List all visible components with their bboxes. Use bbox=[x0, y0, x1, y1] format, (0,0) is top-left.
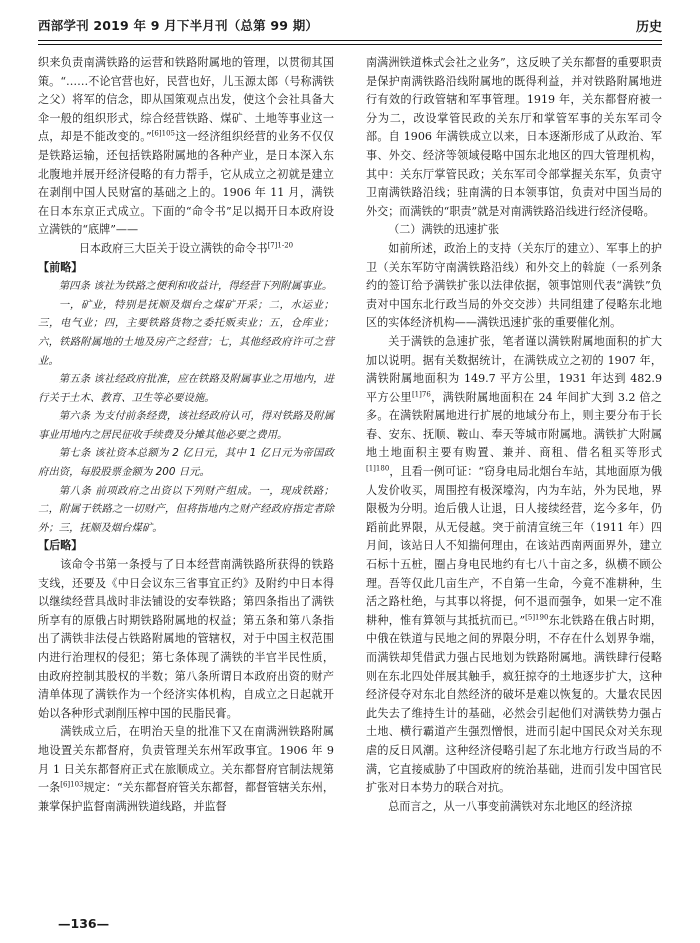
paragraph: 总而言之，从一八事变前满铁对东北地区的经济掠 bbox=[388, 799, 633, 813]
document-title-text: 日本政府三大臣关于设立满铁的命令书 bbox=[78, 241, 268, 255]
citation: [5]190 bbox=[525, 613, 549, 622]
article-4: 第四条 该社为铁路之便利和收益计，得经营下列附属事业。 bbox=[58, 280, 333, 293]
paragraph-text: 关于满铁的急速扩张，笔者谨以满铁附属地面积的扩大加以说明。据有关数据统计，在满铁成立之初的 1907 年，满铁附属地面积为 149.7 平方公里，1931 年达到 482.9 平方公里 bbox=[366, 334, 662, 404]
subsection-heading: （二）满铁的迅速扩张 bbox=[388, 223, 500, 237]
paragraph-text: 规定：“关东都督府管关东都督，都督管辖关东州，兼掌保护监督南满洲铁道线路，并监督 bbox=[38, 781, 334, 813]
citation: [6]103 bbox=[60, 780, 84, 789]
paragraph-text: 织来负责南满铁路的运营和铁路附属地的管理，以贯彻其国策。“……不论官营也好，民营也好，儿玉源太郎（号称满铁之父）将军的信念，即从国策观点出发，使这个会社具备大伞一般的组织形式，综合经营铁路、煤矿、土地等事业这一点，却是不能改变的。” bbox=[38, 56, 334, 144]
right-column bbox=[366, 54, 662, 816]
paragraph: 如前所述，政治上的支持（关东厅的建立）、军事上的护卫（关东军防守南满铁路沿线）和外交上的斡旋（一系列条约的签订给予满铁扩张以法律依据，领事馆则代表“满铁”负责对中国东北行政当局的外交交涉）共同组建了侵略东北地区的实体经济机构——满铁迅速扩张的重要催化剂。 bbox=[366, 241, 662, 330]
header-rule-thin bbox=[38, 44, 662, 45]
left-column bbox=[38, 54, 334, 816]
citation: [1]180 bbox=[366, 464, 390, 473]
article-8: 第八条 前项政府之出资以下列财产组成。一，现成铁路；二，附属于铁路之一切财产，但将指地内之财产经政府指定者除外；三，抚顺及烟台煤矿。 bbox=[38, 484, 334, 534]
journal-title: 西部学刊 2019 年 9 月下半月刊（总第 99 期） bbox=[38, 18, 319, 33]
header-rule-thick bbox=[38, 40, 662, 41]
paragraph bbox=[366, 333, 662, 798]
citation: [1]76 bbox=[411, 390, 431, 398]
page-header bbox=[38, 14, 662, 36]
document-title bbox=[38, 240, 334, 259]
page-number: —136— bbox=[58, 916, 110, 931]
paragraph-text: 这一经济组织经营的业务不仅仅是铁路运输，还包括铁路附属地的各种产业，是日本深入东北腹地并展开经济侵略的有力帮手，它从成立之初就是建立在剥削中国人民财富的基础之上的。1906 年 11 月，满铁在日本东京正式成立。下面的“命令书”足以揭开日本政府设立满铁的“底牌”—— bbox=[38, 130, 334, 237]
article-4-items: 一，矿业，特别是抚顺及烟台之煤矿开采；二，水运业；三，电气业；四，主要铁路货物之委托贩卖业；五，仓库业；六，铁路附属地的土地及房产之经营；七，其他经政府许可之营业。 bbox=[38, 298, 334, 367]
paragraph-text: ，满铁附属地面积在 24 年间扩大到 3.2 倍之多。在满铁附属地进行扩展的地域分布上，则主要分布于长春、安东、抚顺、鞍山、奉天等城市附属地。满铁扩大附属地土地面积主要有购置、兼并、商租、借名租买等形式 bbox=[366, 390, 662, 460]
citation: [6]105 bbox=[151, 129, 175, 138]
article-7: 第七条 该社资本总额为 2 亿日元，其中 1 亿日元为帝国政府出资，每股股票金额为 200 日元。 bbox=[38, 447, 334, 479]
paragraph bbox=[38, 723, 334, 816]
section-name: 历史 bbox=[635, 20, 662, 35]
paragraph-text: 东北铁路在俄占时期，中俄在铁道与民地之间的界限分明，不存在什么划界争端，而满铁却凭借武力强占民地划为铁路附属地。满铁肆行侵略则在东北四处伴展其触手，疯狂掠夺的土地逐步扩大，这种经济侵夺对东北自然经济的破坏是难以恢复的。大量农民因此失去了维持生计的基础，必然会引起他们对满铁势力强占土地、横行霸道产生强烈憎恨，进而引起中国民众对关东现虐的反日风潮。这种经济侵略引起了东北地方行政当局的不满，它直接威胁了中国政府的统治基础，进而引发中国官民扩张对日本势力的联合对抗。 bbox=[366, 613, 662, 795]
citation: [7]1-20 bbox=[267, 241, 294, 250]
article-5: 第五条 该社经政府批准，应在铁路及附属事业之用地内，进行关于土木、教育、卫生等必要设施。 bbox=[38, 373, 334, 404]
bracket-close: 【后略】 bbox=[38, 539, 83, 553]
article-6: 第六条 为支付前条经费，该社经政府认可，得对铁路及附属事业用地内之居民征收手续费及分摊其他必要之费用。 bbox=[38, 410, 334, 441]
paragraph-text: 满铁成立后，在明治天皇的批准下又在南满洲铁路附属地设置关东都督府，负责管理关东州军政事宜。1906 年 9 月 1 日关东都督府正式在旅顺成立。关东都督府官制法规第一条 bbox=[38, 725, 334, 795]
paragraph-text: ，且看一例可证：“窃身电局北烟台车站，其地面原为俄人发价收买，周围控有极深壕沟，内为车站，外为民地，界限极为分明。迨后俄人让退，日人接续经营，迄今多年，仍蹈前此界限，从无侵越。突于前清宣统三年（1911 年）四月间，该站日人不知揣何理由，在该站西南两面界外，建立石标十五桩，圈占身电民地约有七八十亩之多，纵横不顾公理。吾等仅此几亩生产，不自第一生命，今竟不准耕种，生活之路杜绝，与其事以将提，何不退而强争，如果一定不准耕种，惟有算领与其抵抗而已。” bbox=[366, 465, 662, 627]
paragraph: 南满洲铁道株式会社之业务”，这反映了关东都督的重要职责是保护南满铁路沿线附属地的既得利益，并对铁路附属地进行有效的行政管辖和军事管理。1919 年，关东都督府被一分为二，改设掌管民政的关东厅和掌管军事的关东军司令部。自 1906 年满铁成立以来，日本逐渐形成了从政治、军事、外交、经济等领域侵略中国东北地区的四大管理机构，其中：关东厅掌管民政；关东军司令部掌握关东军，负责守卫南满铁路沿线；驻南满的日本领事馆，负责对中国当局的外交；而满铁的“职责”就是对南满铁路沿线进行经济侵略。 bbox=[366, 56, 662, 218]
bracket-open: 【前略】 bbox=[38, 260, 83, 274]
paragraph: 该命令书第一条授与了日本经营南满铁路所获得的铁路支线，还要及《中日会议东三省事宜正约》及附约中日本得以继续经营具战时非法铺设的安奉铁路；第四条指出了满铁所享有的原俄占时期铁路附属地的权益；第五条和第八条指出了满铁非法侵占铁路附属地的管辖权，对于中国主权范围内进行治理权的侵犯；第七条体现了满铁的半官半民性质，由政府控制其股权的半数；第八条所谓日本政府出资的财产清单体现了满铁作为一个经济实体机构，自成立之日起就开始以各种形式剥削压榨中国的民脂民膏。 bbox=[38, 558, 334, 720]
paragraph bbox=[38, 54, 334, 240]
